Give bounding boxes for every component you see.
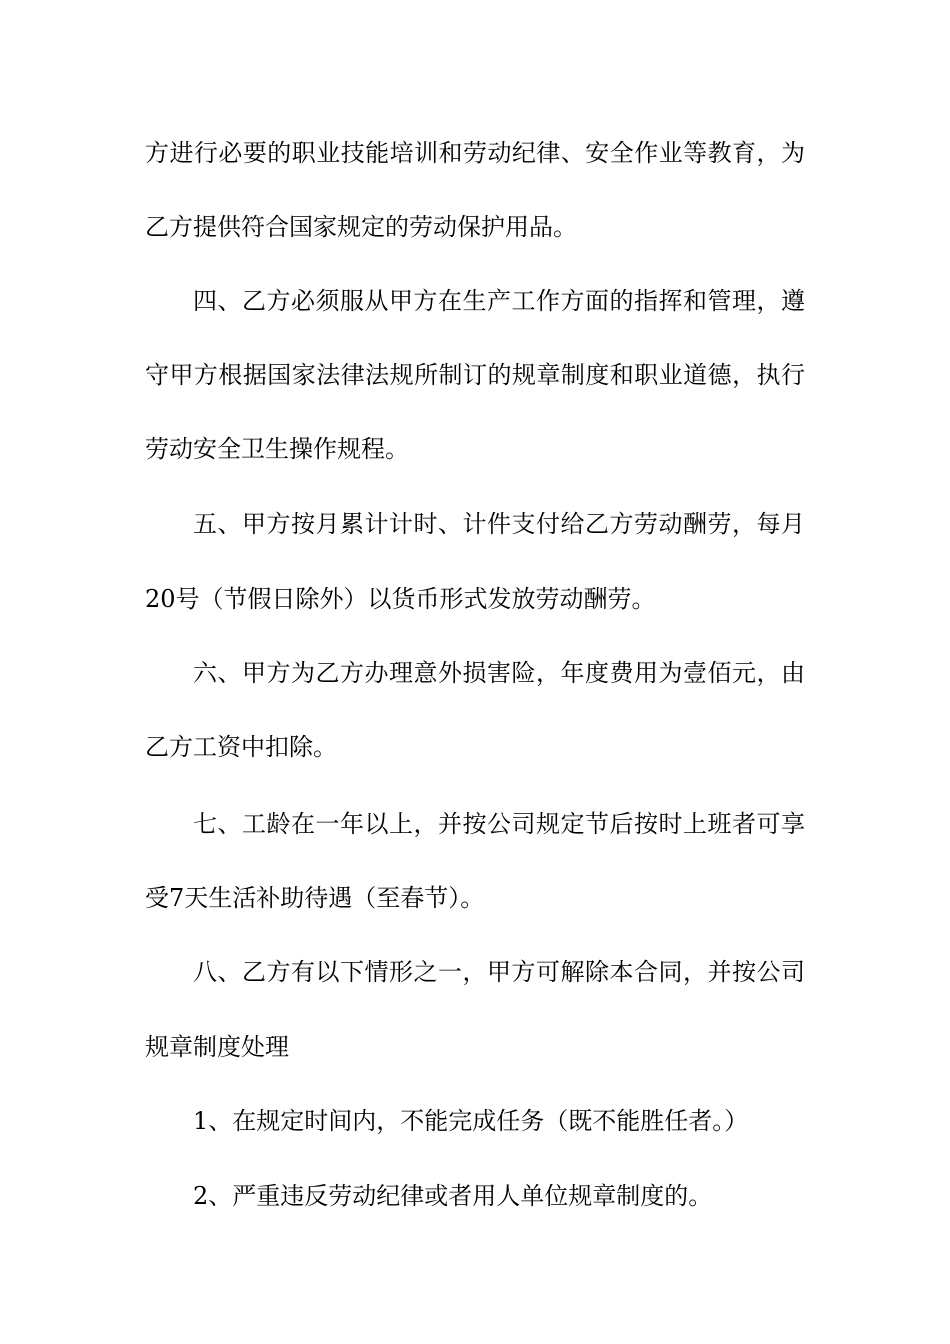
text-line: 乙方提供符合国家规定的劳动保护用品。 [145, 213, 577, 241]
text-line: 乙方工资中扣除。 [145, 733, 337, 761]
text-line: 20号（节假日除外）以货币形式发放劳动酬劳。 [145, 585, 656, 613]
text-line: 方进行必要的职业技能培训和劳动纪律、安全作业等教育，为 [145, 139, 805, 167]
text-line: 1、在规定时间内，不能完成任务（既不能胜任者。） [193, 1107, 749, 1135]
text-line: 守甲方根据国家法律法规所制订的规章制度和职业道德，执行 [145, 361, 805, 389]
text-line: 受7天生活补助待遇（至春节）。 [145, 884, 485, 912]
text-line: 八、乙方有以下情形之一，甲方可解除本合同，并按公司 [193, 958, 805, 986]
text-line: 2、严重违反劳动纪律或者用人单位规章制度的。 [193, 1182, 713, 1210]
text-line: 四、乙方必须服从甲方在生产工作方面的指挥和管理，遵 [193, 287, 805, 315]
text-line: 七、工龄在一年以上，并按公司规定节后按时上班者可享 [193, 810, 805, 838]
text-line: 五、甲方按月累计计时、计件支付给乙方劳动酬劳，每月 [193, 510, 805, 538]
text-line: 规章制度处理 [145, 1033, 289, 1061]
text-line: 劳动安全卫生操作规程。 [145, 435, 409, 463]
text-line: 六、甲方为乙方办理意外损害险，年度费用为壹佰元，由 [193, 659, 805, 687]
